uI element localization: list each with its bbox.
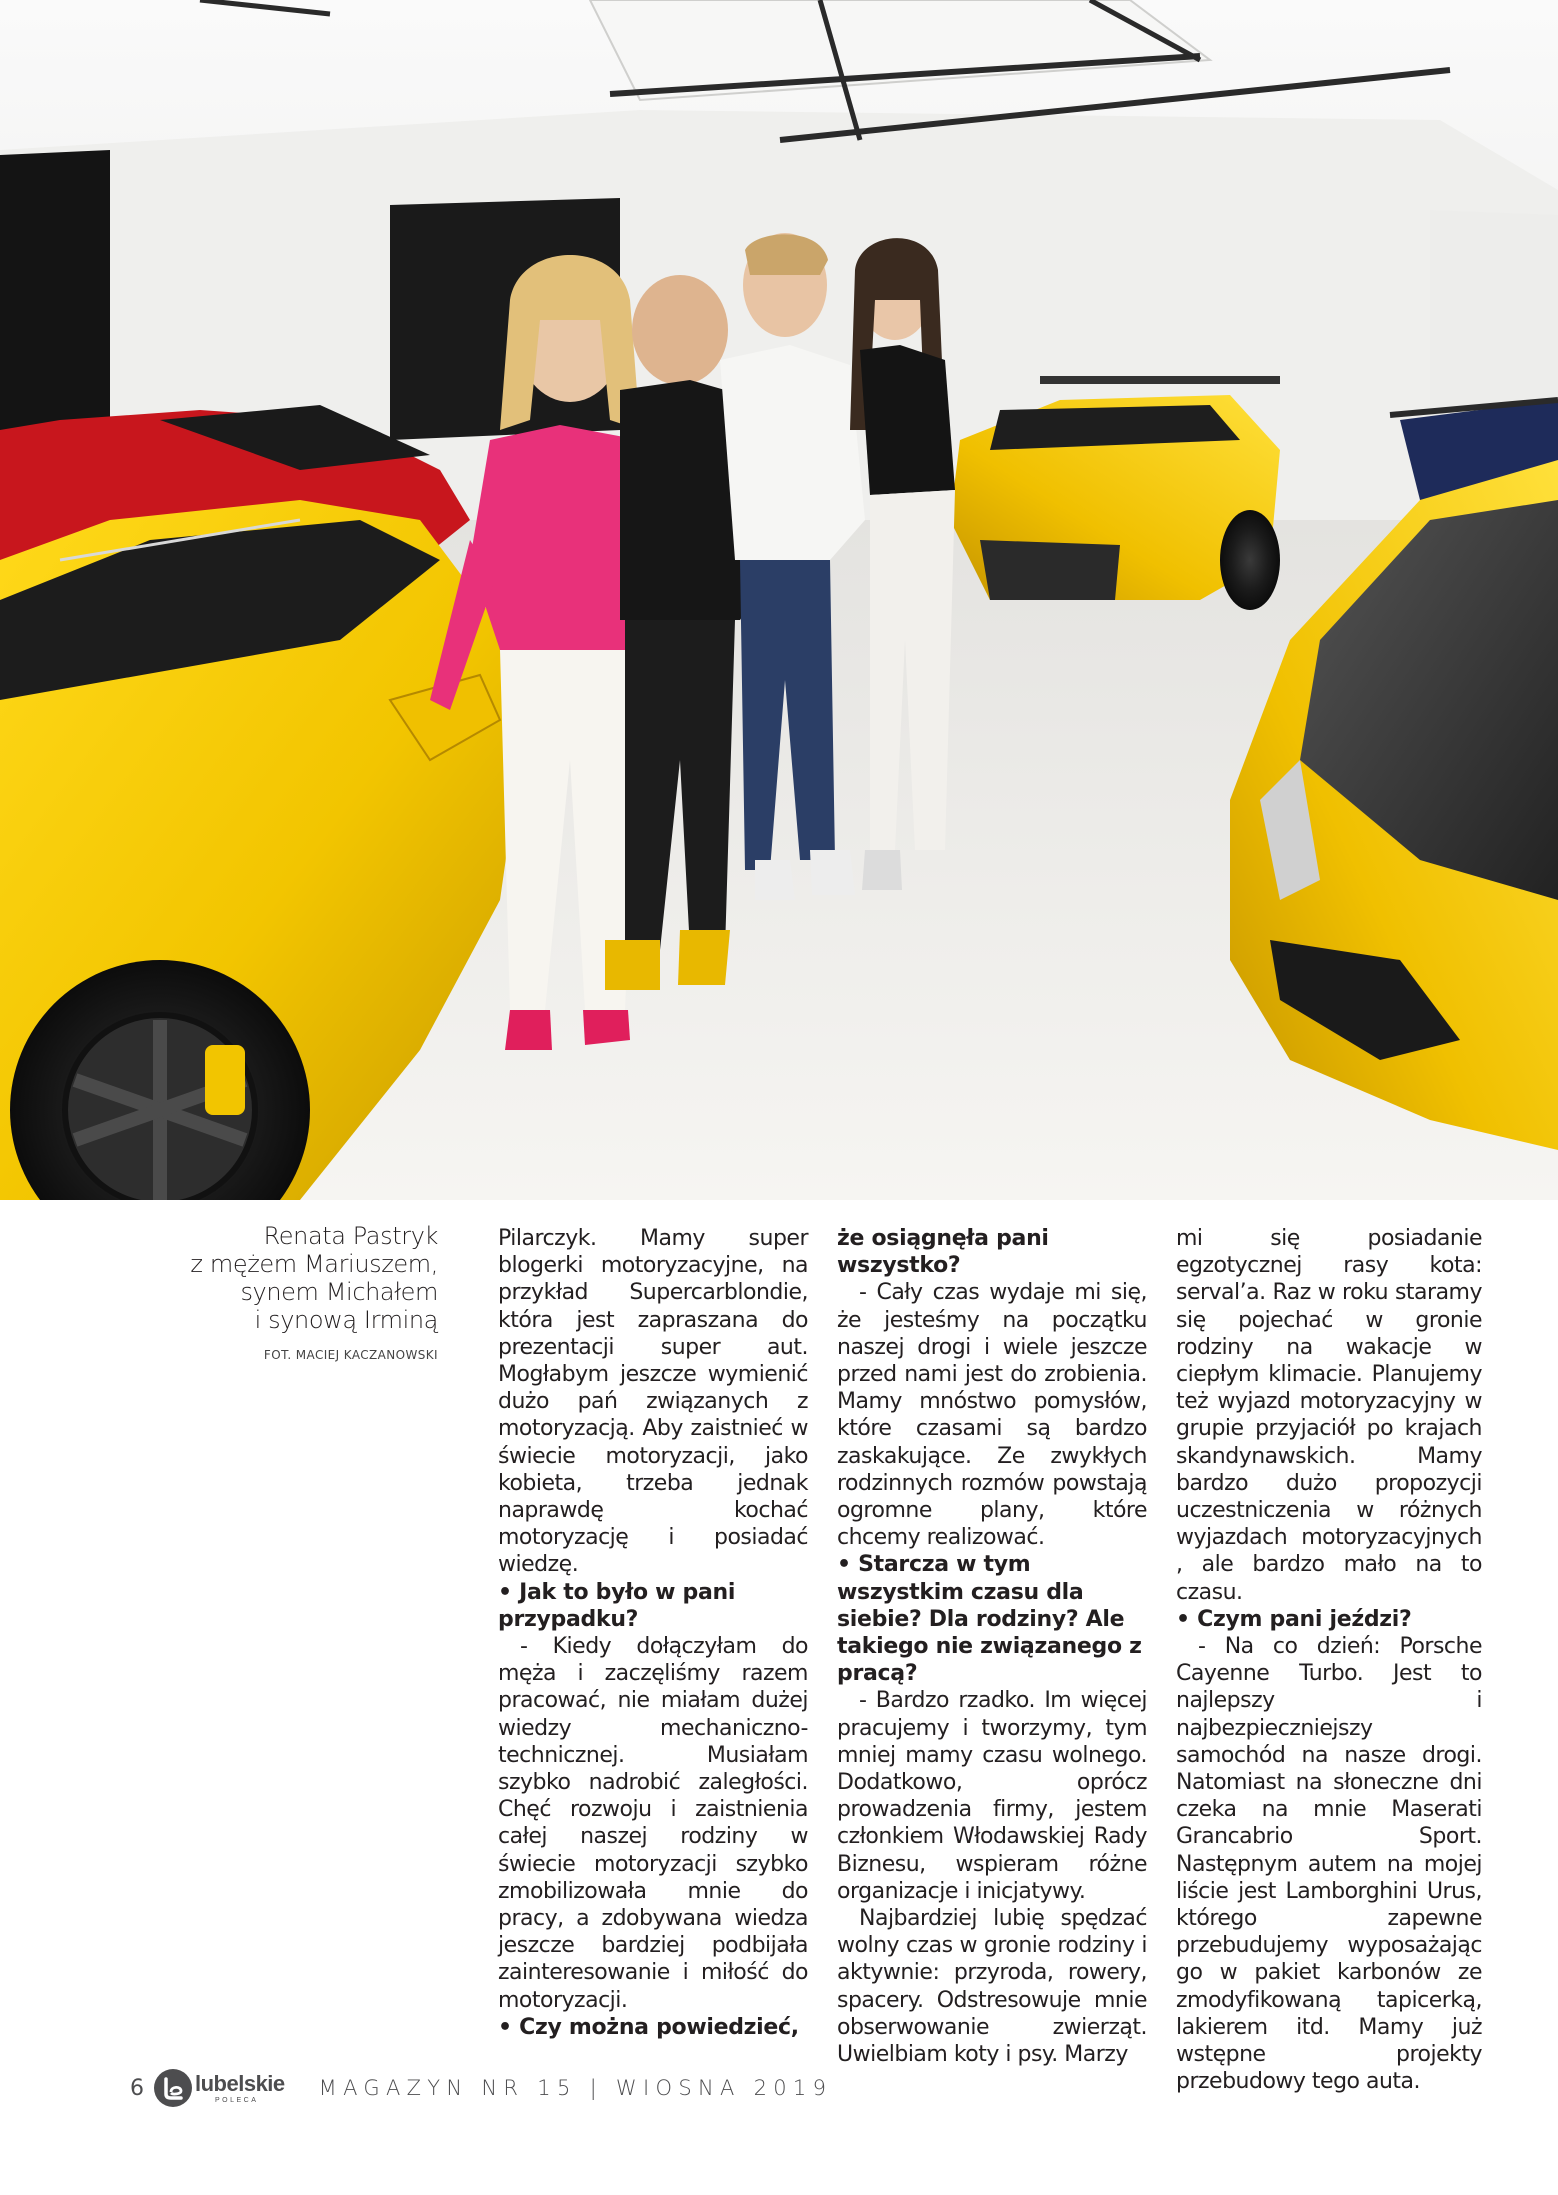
photo-caption bbox=[160, 1222, 438, 1362]
page-number: 6 bbox=[130, 2075, 144, 2101]
interview-question: • Jak to było w pani przypadku? bbox=[498, 1579, 736, 1632]
interview-answer: Najbardziej lubię spędzać wolny czas w gronie rodziny i aktywnie: przyroda, rowery, spacery. Odstresowuje mnie obserwowanie zwierząt. Uwielbiam koty i psy. Marzy bbox=[837, 1906, 1147, 2068]
yellow-car-back bbox=[950, 380, 1280, 610]
interview-question: że osiągnęła pani wszystko? bbox=[837, 1226, 1049, 1279]
logo-text: lubelskie bbox=[195, 2070, 285, 2096]
lubelskie-logo bbox=[154, 2069, 285, 2107]
interview-question: • Czym pani jeździ? bbox=[1176, 1606, 1412, 1632]
text-column-2 bbox=[837, 1225, 1147, 2068]
caption-text: Renata Pastryk z mężem Mariuszem, synem Michałem i synową Irminą bbox=[190, 1222, 438, 1334]
issue-label: MAGAZYN NR 15 | WIOSNA 2019 bbox=[318, 2076, 833, 2100]
body-paragraph: mi się posiadanie egzotycznej rasy kota: serval’a. Raz w roku staramy się pojechać w gronie rodziny na wakacje w ciepłym klimacie. Planujemy też wyjazd motoryzacyjny w grupie przyjaciół po krajach skandynawskich. Mamy bardzo dużo propozycji uczestniczenia w różnych wyjazdach motoryzacyjnych , ale bardzo mało na to czasu. bbox=[1176, 1226, 1482, 1605]
text-column-3 bbox=[1176, 1225, 1482, 2096]
body-paragraph: Pilarczyk. Mamy super blogerki motoryzacyjne, na przykład Supercarblondie, która jest zapraszana do prezentacji super aut. Mogłabym jeszcze wymienić dużo pań związanych z motoryzacją. Aby zaistnieć w świecie motoryzacji, jako kobieta, trzeba jednak naprawdę kochać motoryzację i posiadać wiedzę. bbox=[498, 1226, 808, 1578]
interview-question: • Starcza w tym wszystkim czasu dla siebie? Dla rodziny? Ale takiego nie związanego z pracą? bbox=[837, 1552, 1142, 1687]
interview-answer: - Cały czas wydaje mi się, że jesteśmy na początku naszej drogi i wiele jeszcze przed nami jest do zrobienia. Mamy mnóstwo pomysłów, które czasami są bardzo zaskakujące. Ze zwykłych rodzinnych rozmów powstają ogromne plany, które chcemy realizować. bbox=[837, 1280, 1147, 1551]
text-column-1 bbox=[498, 1225, 808, 2041]
page-footer bbox=[130, 2068, 832, 2108]
photo-credit: FOT. MACIEJ KACZANOWSKI bbox=[263, 1348, 438, 1362]
interview-answer: - Kiedy dołączyłam do męża i zaczęliśmy razem pracować, nie miałam dużej wiedzy mechaniczno-technicznej. Musiałam szybko nadrobić zaległości. Chęć rozwoju i zaistnienia całej naszej rodziny w świecie motoryzacji szybko zmobilizowała mnie do pracy, a zdobywana wiedza jeszcze bardziej podbijała zainteresowanie i miłość do motoryzacji. bbox=[498, 1634, 808, 2013]
interview-answer: - Na co dzień: Porsche Cayenne Turbo. Jest to najlepszy i najbezpieczniejszy samochód na nasze drogi. Natomiast na słoneczne dni czeka na mnie Maserati Grancabrio Sport. Następnym autem na mojej liście jest Lamborghini Urus, którego zapewne przebudujemy wyposażając go w pakiet karbonów ze zmodyfikowaną tapicerką, lakierem itd. Mamy już wstępne projekty przebudowy tego auta. bbox=[1176, 1634, 1482, 2095]
logo-subtext: POLECA bbox=[215, 2096, 259, 2104]
logo-mark-icon bbox=[154, 2069, 192, 2107]
interview-question: • Czy można powiedzieć, bbox=[498, 2014, 799, 2040]
interview-answer: - Bardzo rzadko. Im więcej pracujemy i tworzymy, tym mniej mamy czasu wolnego. Dodatkowo, oprócz prowadzenia firmy, jestem członkiem Włodawskiej Rady Biznesu, wspieram różne organizacje i inicjatywy. bbox=[837, 1688, 1147, 1904]
